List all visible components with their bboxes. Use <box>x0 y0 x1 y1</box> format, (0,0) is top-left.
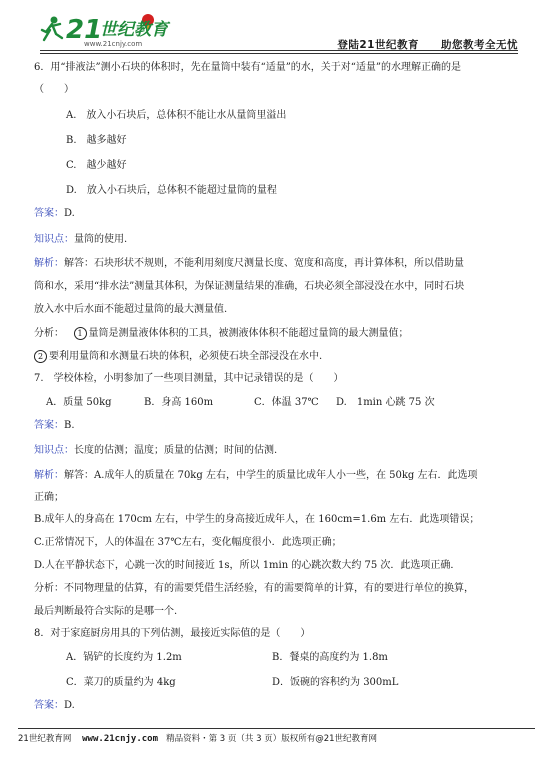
knowledge-point-text: 长度的估测；温度；质量的估测；时间的估测. <box>74 445 278 456</box>
q6-analysis-line3: 放入水中后水面不能超过量筒的最大测量值. <box>34 304 228 315</box>
q8-option-c: C．菜刀的质量约为 4kg <box>66 677 176 688</box>
footer-page-info: 精品资料・第 3 页（共 3 页）版权所有@21世纪教育网 <box>166 734 378 744</box>
q8-option-a: A．锅铲的长度约为 1.2m <box>66 652 182 663</box>
q6-knowledge-point <box>34 229 127 251</box>
q8-option-b: B．餐桌的高度约为 1.8m <box>272 652 388 663</box>
q7-fenxi-line2: 最后判断最符合实际的是哪一个. <box>34 606 178 617</box>
q7-analysis-line5: D.人在平静状态下，心跳一次的时间接近 1s，所以 1min 的心跳次数大约 75 次．此选项正确． <box>34 560 461 571</box>
q7-option-d: D. 1min 心跳 75 次 <box>336 397 435 408</box>
header-divider-thin <box>40 53 518 54</box>
q7-option-c: C．体温 37℃ <box>254 397 319 408</box>
answer-value: B. <box>64 420 75 431</box>
q7-knowledge-point <box>34 440 277 462</box>
answer-value: D. <box>64 700 75 711</box>
q6-analysis-line1 <box>34 253 464 275</box>
analysis-label: 解析： <box>34 258 64 269</box>
q7-analysis-line4: C.正常情况下，人的体温在 37℃左右，变化幅度很小．此选项正确； <box>34 537 342 548</box>
q8-option-d: D．饭碗的容积约为 300mL <box>272 677 399 688</box>
q6-stem-line1: 6．用“排液法”测小石块的体积时，先在量筒中装有“适量”的水，关于对“适量”的水理解正确的是 <box>34 62 462 73</box>
analysis-text: 解答：石块形状不规则，不能利用刻度尺测量长度、宽度和高度，再计算体积，所以借助量 <box>64 258 464 269</box>
knowledge-point-text: 量筒的使用. <box>74 234 128 245</box>
circled-number-1: 1 <box>74 327 87 340</box>
answer-label: 答案： <box>34 208 64 219</box>
q6-fenxi-line2 <box>34 346 322 368</box>
answer-label: 答案： <box>34 420 64 431</box>
q6-option-b: B. 越多越好 <box>66 135 127 146</box>
page-footer <box>18 732 535 744</box>
q6-option-a: A. 放入小石块后，总体积不能让水从量筒里溢出 <box>66 110 287 121</box>
q8-stem: 8．对于家庭厨房用具的下列估测，最接近实际值的是（ ） <box>34 628 311 639</box>
fenxi-text: 要利用量筒和水测量石块的体积，必须使石块全部浸没在水中. <box>49 351 323 362</box>
circled-number-2: 2 <box>34 350 47 363</box>
answer-value: D. <box>64 208 75 219</box>
answer-label: 答案： <box>34 700 64 711</box>
q7-answer <box>34 415 75 437</box>
header-slogan: 登陆21世纪教育 助您教考全无忧 <box>337 39 518 51</box>
knowledge-point-label: 知识点： <box>34 234 74 245</box>
page-header <box>40 6 518 52</box>
q6-option-d: D. 放入小石块后，总体积不能超过量筒的量程 <box>66 185 277 196</box>
analysis-text: 解答：A.成年人的质量在 70kg 左右，中学生的质量比成年人小一些，在 50kg 左右．此选项 <box>64 470 478 481</box>
q7-analysis-line2: 正确； <box>34 492 64 503</box>
q6-fenxi-line1 <box>34 323 409 345</box>
q7-stem: 7. 学校体检，小明参加了一些项目测量，其中记录错误的是（ ） <box>34 373 344 384</box>
fenxi-label: 分析： <box>34 328 64 339</box>
q7-fenxi-line1: 分析：不同物理量的估算，有的需要凭借生活经验，有的需要简单的计算，有的要进行单位的换算， <box>34 583 474 594</box>
logo <box>40 10 240 50</box>
q7-analysis-line1 <box>34 465 478 487</box>
fenxi-text: 量筒是测量液体体积的工具，被测液体体积不能超过量筒的最大测量值； <box>88 328 409 339</box>
q6-answer <box>34 203 75 225</box>
header-divider <box>40 50 518 51</box>
knowledge-point-label: 知识点： <box>34 445 74 456</box>
q6-analysis-line2: 筒和水，采用“排水法”测量其体积，为保证测量结果的准确，石块必须全部浸没在水中，同时石块 <box>34 281 465 292</box>
q6-stem-line2: （ ） <box>34 84 74 95</box>
svg-text:世纪教育: 世纪教育 <box>100 20 168 40</box>
svg-text:21: 21 <box>66 15 103 45</box>
q7-option-b: B．身高 160m <box>144 397 214 408</box>
logo-url: www.21cnjy.com <box>84 40 143 48</box>
q6-option-c: C. 越少越好 <box>66 160 127 171</box>
footer-site-name: 21世纪教育网 <box>18 734 72 744</box>
q7-options <box>46 392 435 414</box>
footer-divider <box>18 728 535 729</box>
footer-url: www.21cnjy.com <box>82 734 158 744</box>
q7-analysis-line3: B.成年人的身高在 170cm 左右，中学生的身高接近成年人，在 160cm=1.6m 左右．此选项错误； <box>34 514 480 525</box>
q7-option-a: A．质量 50kg <box>46 397 112 408</box>
q8-answer <box>34 695 75 717</box>
analysis-label: 解析： <box>34 470 64 481</box>
